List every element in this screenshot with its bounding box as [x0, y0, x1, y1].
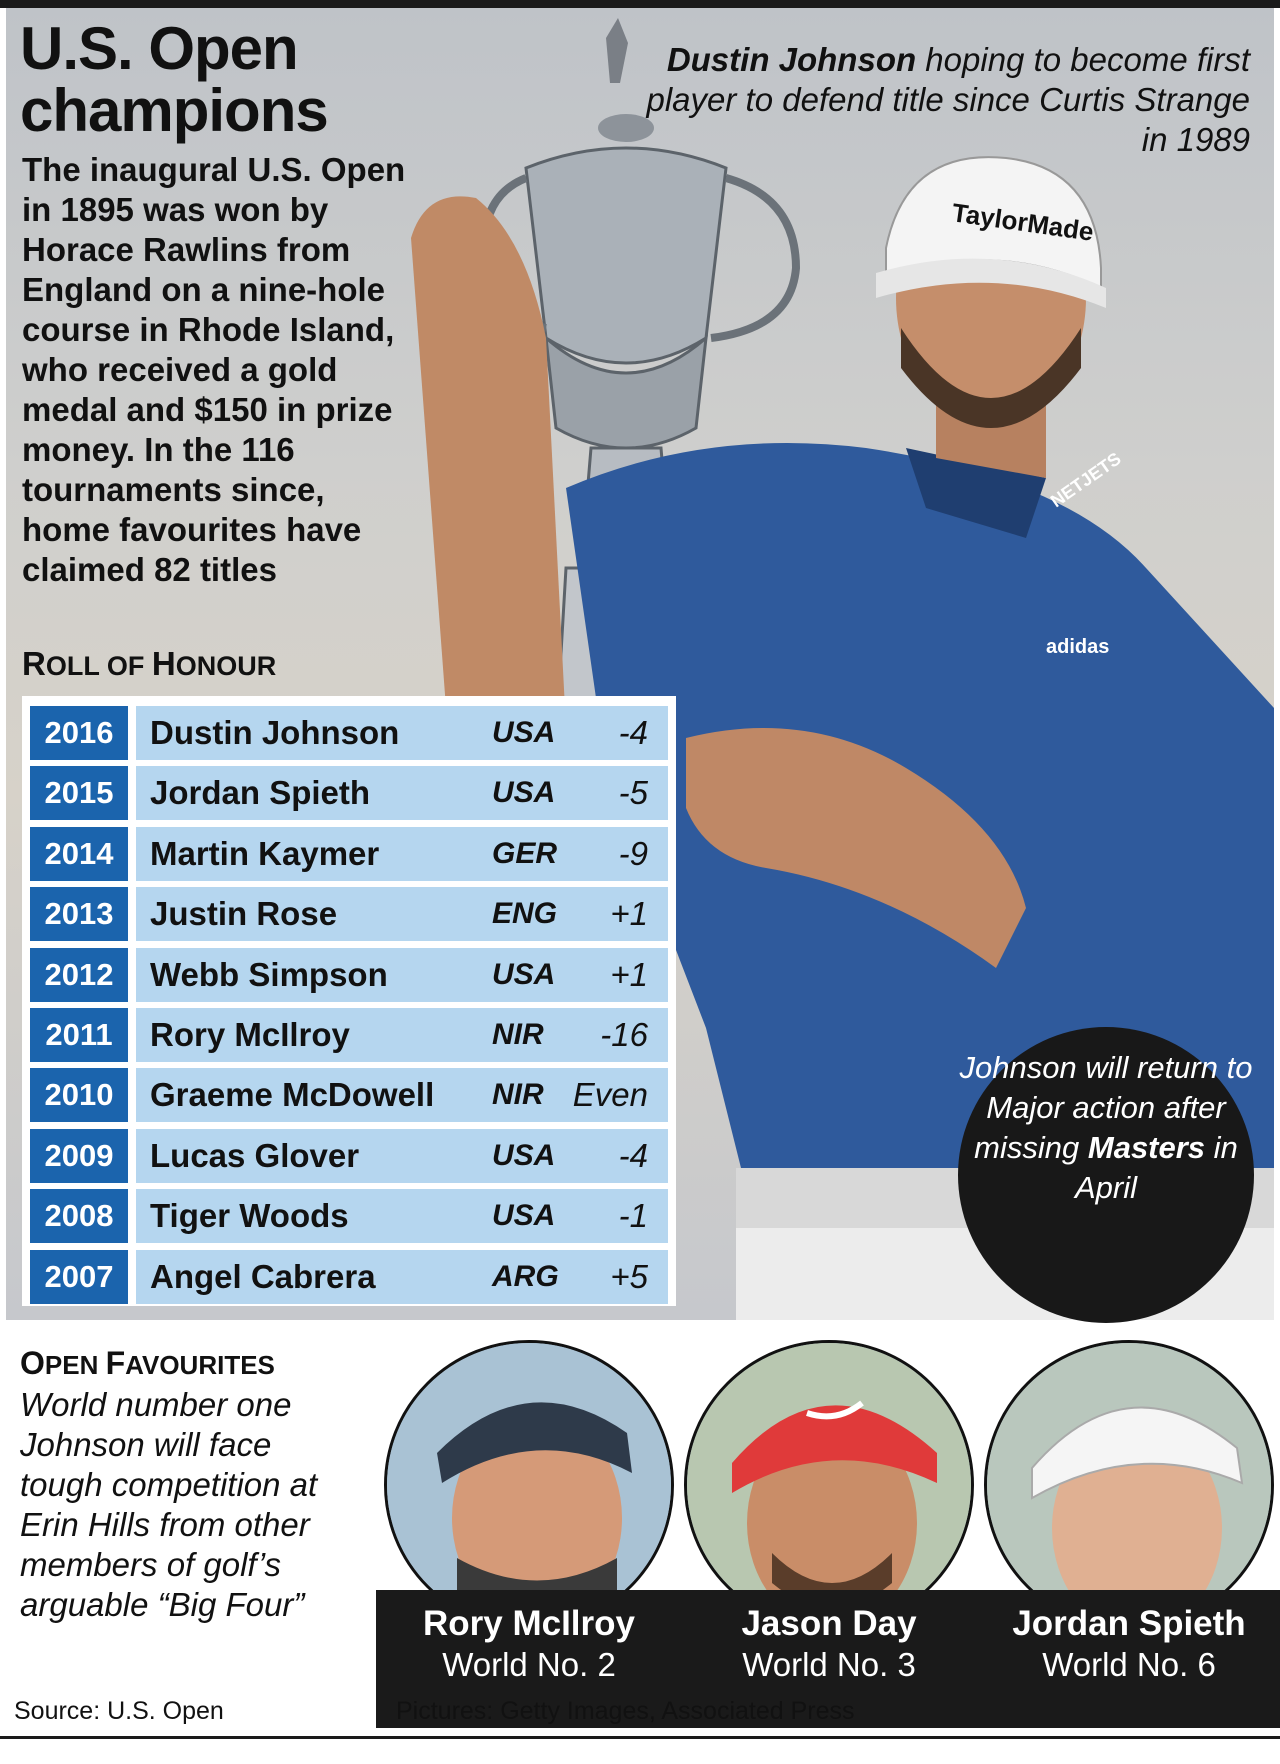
- row-year: 2016: [30, 706, 128, 760]
- row-year: 2013: [30, 887, 128, 941]
- row-year: 2015: [30, 766, 128, 820]
- row-name: Jordan Spieth: [150, 774, 371, 812]
- row-score: -4: [618, 1136, 648, 1174]
- player-rank: World No. 2: [442, 1646, 616, 1683]
- top-rule: [0, 0, 1280, 8]
- row-name: Angel Cabrera: [150, 1257, 376, 1295]
- row-name: Webb Simpson: [150, 955, 388, 993]
- player-rank: World No. 3: [742, 1646, 916, 1683]
- svg-text:adidas: adidas: [1046, 636, 1110, 658]
- row-nation: ARG: [492, 1259, 559, 1293]
- row-nation: USA: [492, 1199, 556, 1233]
- row-nation: NIR: [492, 1017, 544, 1051]
- row-score: -16: [600, 1015, 648, 1053]
- row-year: 2010: [30, 1068, 128, 1122]
- table-row: [30, 706, 676, 766]
- player-caption: [976, 1590, 1280, 1728]
- player-rank: World No. 6: [1042, 1646, 1216, 1683]
- table-row: [30, 948, 676, 1008]
- row-score: -4: [618, 714, 648, 751]
- row-score: +5: [610, 1257, 648, 1295]
- row-year: 2011: [30, 1008, 128, 1062]
- avatar: [384, 1340, 674, 1630]
- player-name: Jordan Spieth: [1012, 1604, 1246, 1643]
- intro-text: The inaugural U.S. Open in 1895 was won by Horace Rawlins from England on a nine-hole course in Rhode Island, who received a gold medal and $150 in prize money. In the 116 tournaments since, home favourites have claimed 82 titles: [22, 151, 406, 588]
- table-row: [30, 1250, 676, 1310]
- row-score: Even: [572, 1076, 648, 1114]
- page-title: U.S. Open champions: [20, 15, 328, 144]
- svg-text:NETJETS: NETJETS: [1046, 448, 1125, 512]
- row-nation: USA: [492, 776, 556, 810]
- row-year: 2012: [30, 948, 128, 1002]
- row-year: 2014: [30, 827, 128, 881]
- row-name: Martin Kaymer: [150, 834, 380, 872]
- table-row: [30, 1068, 676, 1128]
- table-row: [30, 1189, 676, 1249]
- table-row: [30, 1129, 676, 1189]
- johnson-quote: [630, 40, 1250, 160]
- roll-of-honour-table: [22, 696, 676, 1306]
- row-score: -1: [618, 1197, 648, 1235]
- row-nation: USA: [492, 957, 556, 991]
- avatar: [984, 1340, 1274, 1630]
- row-score: -5: [618, 774, 648, 812]
- row-year: 2008: [30, 1189, 128, 1243]
- player-name: Jason Day: [741, 1604, 917, 1643]
- row-name: Graeme McDowell: [150, 1076, 435, 1114]
- roll-of-honour-heading: ROLL OF HONOUR: [22, 645, 277, 682]
- row-name: Rory McIlroy: [150, 1015, 350, 1053]
- quote-name: Dustin Johnson: [666, 41, 917, 78]
- row-nation: ENG: [492, 897, 558, 931]
- table-row: [30, 827, 676, 887]
- bottom-rule: [0, 1736, 1280, 1739]
- row-name: Justin Rose: [150, 895, 338, 933]
- source-note: Source: U.S. Open: [14, 1697, 224, 1725]
- row-score: +1: [610, 895, 648, 933]
- player-name: Rory McIlroy: [423, 1604, 635, 1643]
- table-row: [30, 766, 676, 826]
- row-name: Tiger Woods: [150, 1197, 349, 1235]
- row-score: -9: [618, 834, 648, 872]
- table-row: [30, 887, 676, 947]
- avatar: [684, 1340, 974, 1630]
- row-nation: USA: [492, 716, 556, 749]
- row-year: 2009: [30, 1129, 128, 1183]
- favourites-text: World number one Johnson will face tough competition at Erin Hills from other members of golf’s arguable “Big Four”: [20, 1386, 318, 1623]
- picture-credits: Pictures: Getty Images, Associated Press: [396, 1697, 855, 1725]
- open-favourites-heading: OPEN FAVOURITES: [20, 1345, 275, 1381]
- row-name: Dustin Johnson: [150, 714, 400, 751]
- row-nation: NIR: [492, 1078, 544, 1112]
- callout-bubble: Johnson will return to Major action after missing Masters in April: [958, 1027, 1254, 1323]
- quote-text: hoping to become first player to defend title since Curtis Strange in 1989: [646, 41, 1250, 158]
- row-nation: USA: [492, 1138, 556, 1172]
- row-nation: GER: [492, 836, 558, 870]
- row-name: Lucas Glover: [150, 1136, 360, 1174]
- row-score: +1: [610, 955, 648, 993]
- svg-text:TaylorMade: TaylorMade: [950, 197, 1096, 247]
- callout-masters: Masters: [1087, 1130, 1206, 1165]
- row-year: 2007: [30, 1250, 128, 1304]
- table-row: [30, 1008, 676, 1068]
